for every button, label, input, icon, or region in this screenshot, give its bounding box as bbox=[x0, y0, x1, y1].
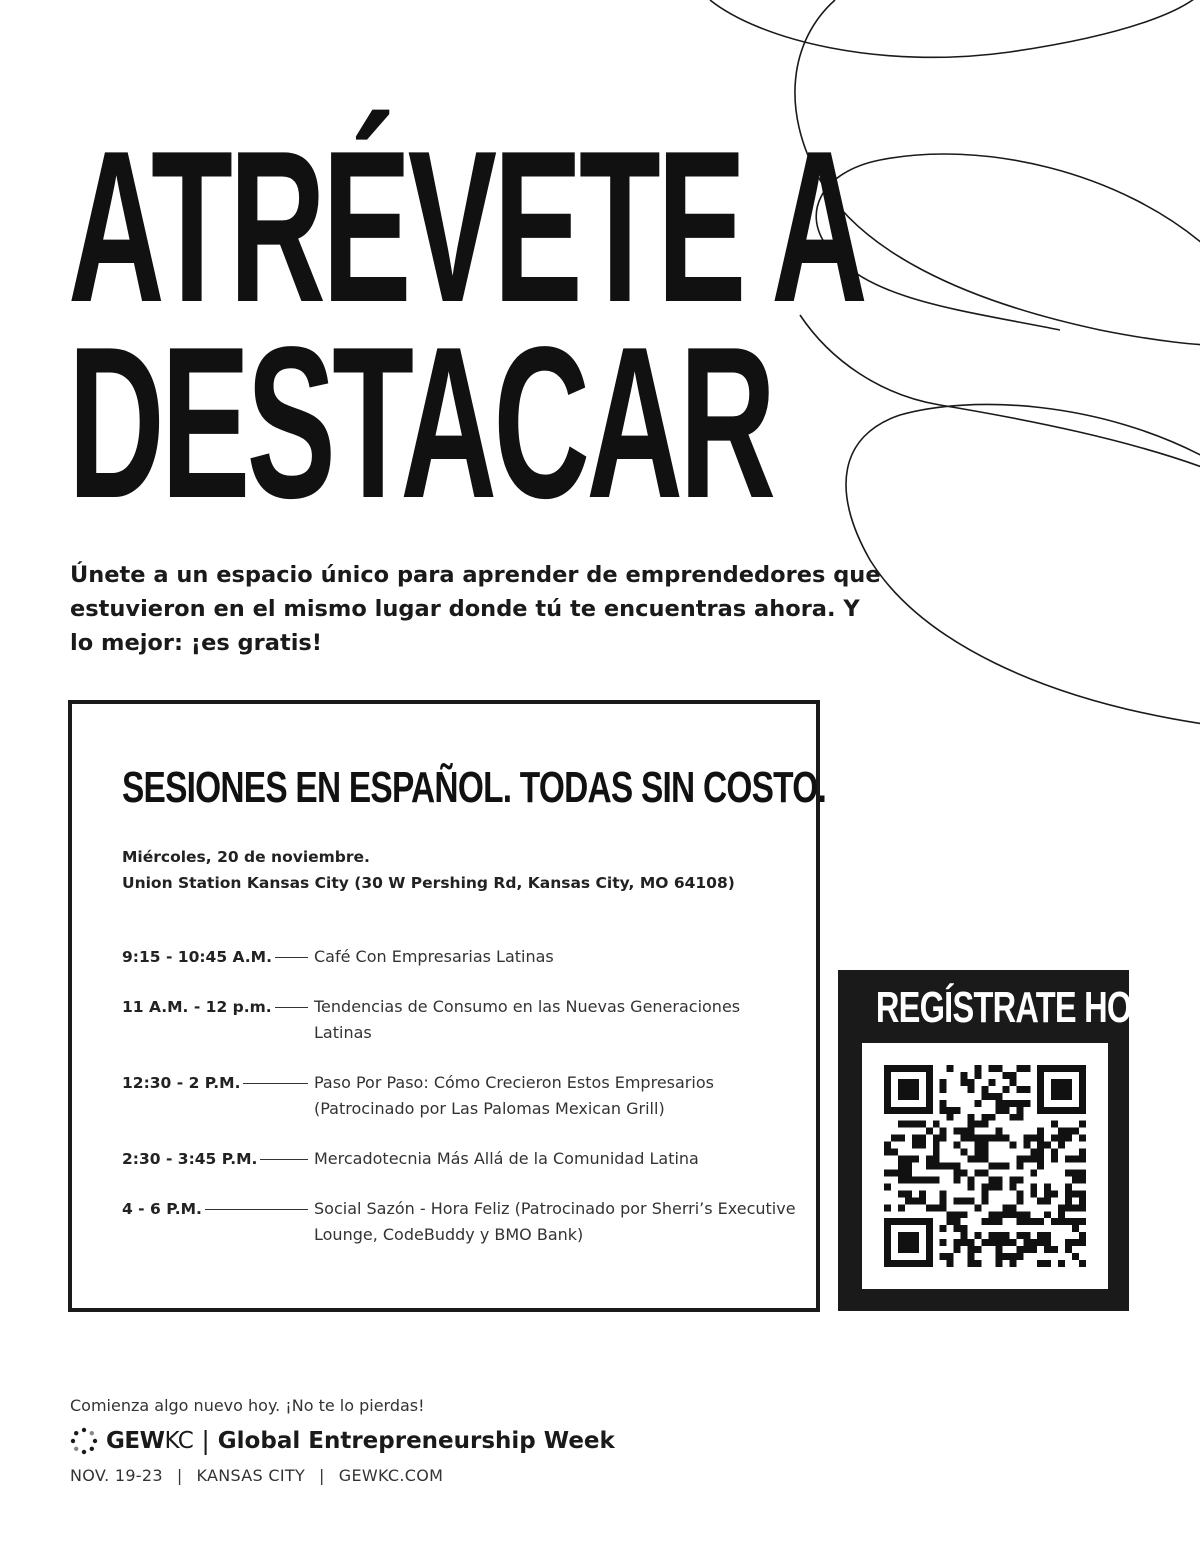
gew-logo-icon bbox=[70, 1427, 98, 1455]
event-city: KANSAS CITY bbox=[196, 1466, 306, 1485]
qr-code-frame[interactable] bbox=[862, 1043, 1108, 1289]
headline-line-2: DESTACAR bbox=[68, 301, 773, 543]
headline-line-1: ATRÉVETE A bbox=[68, 105, 865, 347]
leader-line bbox=[205, 1209, 308, 1210]
brand-lockup bbox=[70, 1426, 615, 1455]
event-info bbox=[122, 844, 735, 896]
session-time: 12:30 - 2 P.M. bbox=[122, 1074, 241, 1092]
session-title: Paso Por Paso: Cómo Crecieron Estos Empresarios (Patrocinado por Las Palomas Mexican Grill) bbox=[314, 1073, 714, 1118]
session-title: Café Con Empresarias Latinas bbox=[314, 947, 554, 966]
leader-line bbox=[275, 957, 308, 958]
session-time: 9:15 - 10:45 A.M. bbox=[122, 948, 272, 966]
schedule-row bbox=[122, 944, 802, 970]
event-date: Miércoles, 20 de noviembre. bbox=[122, 848, 370, 866]
session-time: 11 A.M. - 12 p.m. bbox=[122, 998, 272, 1016]
meta-separator: | bbox=[319, 1466, 325, 1485]
leader-line bbox=[260, 1159, 308, 1160]
event-dates: NOV. 19-23 bbox=[70, 1466, 163, 1485]
footer-meta bbox=[70, 1466, 443, 1485]
qr-code-icon[interactable] bbox=[884, 1065, 1086, 1267]
footer-tagline: Comienza algo nuevo hoy. ¡No te lo pierdas! bbox=[70, 1396, 425, 1415]
meta-separator: | bbox=[176, 1466, 183, 1485]
intro-paragraph: Únete a un espacio único para aprender de emprendedores que estuvieron en el mismo lugar donde tú te encuentras ahora. Y lo mejor: ¡es gratis! bbox=[70, 562, 881, 656]
session-title: Mercadotecnia Más Allá de la Comunidad Latina bbox=[314, 1149, 699, 1168]
session-title: Social Sazón - Hora Feliz (Patrocinado por Sherri’s Executive Lounge, CodeBuddy y BMO Bank) bbox=[314, 1199, 796, 1244]
session-title: Tendencias de Consumo en las Nuevas Generaciones Latinas bbox=[314, 997, 741, 1042]
session-time: 2:30 - 3:45 P.M. bbox=[122, 1150, 258, 1168]
schedule-row bbox=[122, 994, 802, 1046]
schedule-row bbox=[122, 1070, 802, 1122]
sessions-box bbox=[68, 700, 826, 1312]
brand-kc: KC bbox=[164, 1427, 194, 1454]
brand-gew: GEW bbox=[106, 1427, 165, 1454]
website-link[interactable]: GEWKC.COM bbox=[338, 1466, 444, 1485]
brand-code bbox=[106, 1428, 193, 1454]
schedule-list bbox=[122, 944, 802, 1272]
session-time: 4 - 6 P.M. bbox=[122, 1200, 202, 1218]
event-venue: Union Station Kansas City (30 W Pershing Rd, Kansas City, MO 64108) bbox=[122, 874, 735, 892]
schedule-row bbox=[122, 1196, 802, 1248]
sessions-title: SESIONES EN ESPAÑOL. TODAS SIN COSTO. bbox=[122, 763, 826, 812]
brand-name: Global Entrepreneurship Week bbox=[217, 1427, 615, 1454]
brand-separator: | bbox=[201, 1426, 210, 1455]
schedule-row bbox=[122, 1146, 802, 1172]
leader-line bbox=[243, 1083, 308, 1084]
headline bbox=[68, 105, 865, 543]
register-panel bbox=[838, 970, 1153, 1311]
register-title: REGÍSTRATE HOY bbox=[875, 983, 1153, 1032]
leader-line bbox=[275, 1007, 308, 1008]
